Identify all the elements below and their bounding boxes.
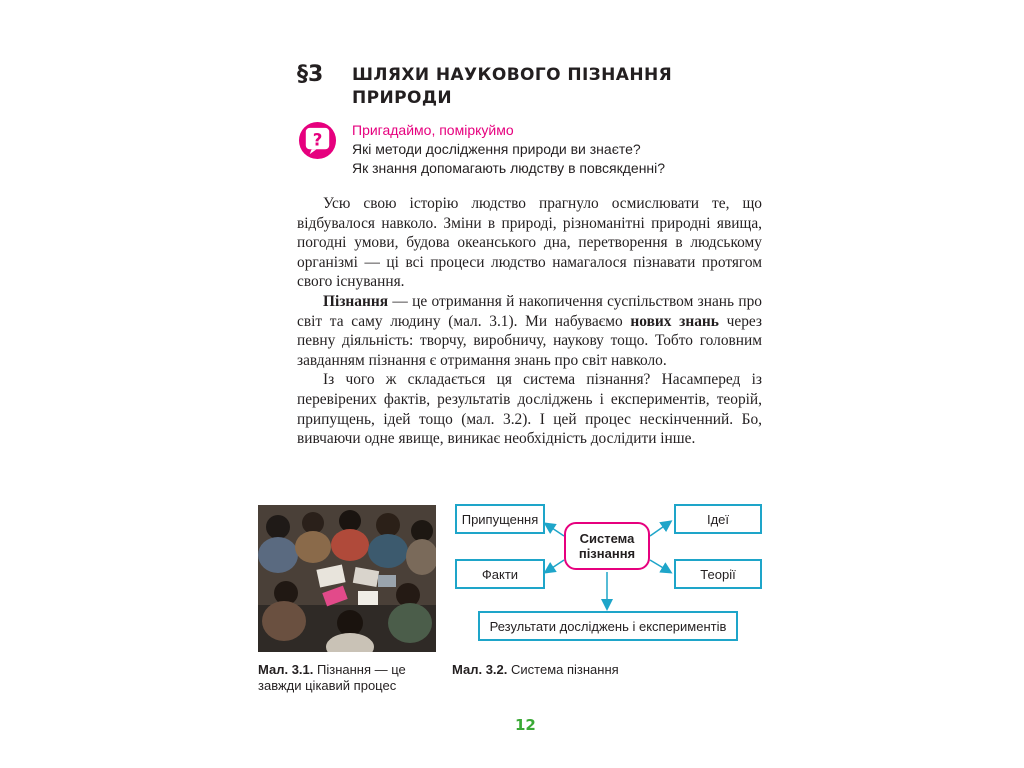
arrow-to-theories — [650, 560, 670, 572]
term-cognition: Пізнання — [323, 292, 389, 310]
node-results: Результати досліджень і експериментів — [478, 611, 738, 641]
students-photo — [258, 505, 436, 652]
body-text — [297, 194, 762, 449]
node-theories: Теорії — [674, 559, 762, 589]
node-ideas: Ідеї — [674, 504, 762, 534]
recall-question-1: Які методи дослідження природи ви знаєте? — [352, 141, 641, 157]
recall-question-2: Як знання допомагають людству в повсякденні? — [352, 160, 666, 176]
page-number: 12 — [515, 716, 536, 734]
cognition-system-diagram — [452, 500, 772, 650]
figure-3-1-caption — [258, 662, 448, 694]
section-title-line2: ПРИРОДИ — [352, 88, 452, 108]
node-facts: Факти — [455, 559, 545, 589]
figure-3-1-label: Мал. 3.1. — [258, 662, 314, 677]
node-cognition-system: Система пізнання — [564, 522, 650, 570]
section-title — [352, 64, 752, 110]
figure-3-2-caption — [452, 662, 619, 678]
figure-3-2-label: Мал. 3.2. — [452, 662, 508, 677]
paragraph-2 — [297, 292, 762, 370]
section-number: §3 — [297, 62, 324, 87]
section-title-line1: ШЛЯХИ НАУКОВОГО ПІЗНАННЯ — [352, 65, 673, 85]
paragraph-3: Із чого ж складається ця система пізнання? Насамперед із перевірених фактів, результатів досліджень і експериментів, теорій, припущень, ідей тощо (мал. 3.2). І цей процес нескінченний. Бо, вивчаючи одне явище, виникає необхідність дослідити інше. — [297, 371, 762, 448]
question-icon — [298, 121, 337, 160]
paragraph-1: Усю свою історію людство прагнуло осмислювати те, що відбувалося навколо. Зміни в природі, різноманітні природні явища, погодні умови, будова океанського дна, перетворення в людському організмі — ці всі процеси людство намагалося пізнавати протягом свого існування. — [297, 195, 762, 291]
node-assumptions: Припущення — [455, 504, 545, 534]
arrow-to-facts — [546, 560, 564, 572]
arrow-to-assumptions — [546, 524, 564, 536]
arrow-to-ideas — [650, 522, 670, 536]
figure-3-2-text: Система пізнання — [507, 662, 619, 677]
figure-3-1-text: Пізнання — це завжди цікавий процес — [258, 662, 406, 693]
term-new-knowledge: нових знань — [630, 312, 719, 330]
recall-heading: Пригадаймо, поміркуймо — [352, 122, 514, 138]
svg-text:?: ? — [312, 130, 323, 150]
paragraph-2-part-b: через певну діяльність: творчу, виробничу, наукову тощо. Тобто головним завданням пізнання є отримання знань про світ навколо. — [297, 312, 762, 369]
paragraph-2-part-a: — це отримання й накопичення суспільством знань про світ та саму людину (мал. 3.1). Ми набуваємо — [297, 292, 762, 330]
